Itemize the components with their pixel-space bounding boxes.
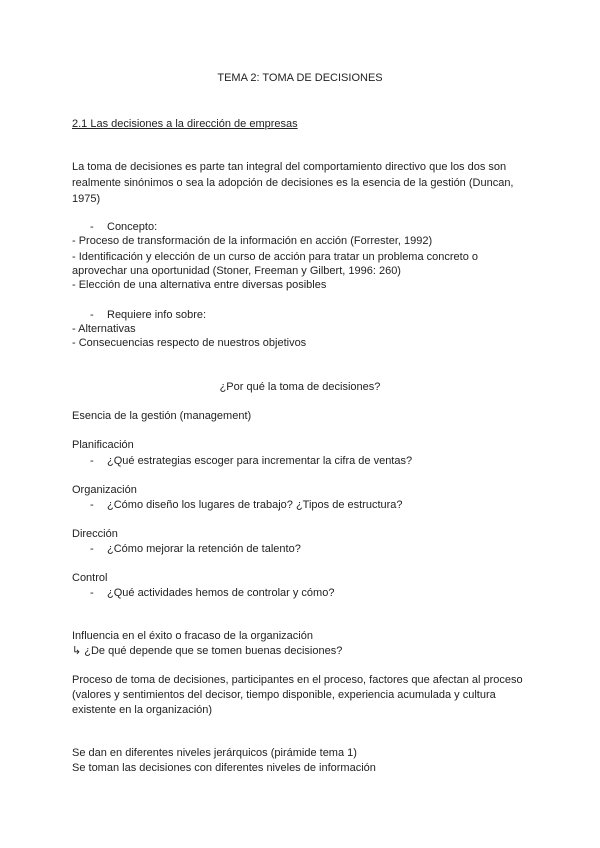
function-name: Control xyxy=(72,572,108,584)
levels-line: Se dan en diferentes niveles jerárquicos (pirámide tema 1) xyxy=(72,747,357,759)
function-name: Planificación xyxy=(72,439,134,451)
intro-line: 1975) xyxy=(72,193,101,205)
bullet-dash: - xyxy=(90,309,94,321)
levels-line: Se toman las decisiones con diferentes niveles de información xyxy=(72,762,376,774)
page-title: TEMA 2: TOMA DE DECISIONES xyxy=(217,72,383,84)
influence-line: Influencia en el éxito o fracaso de la organización xyxy=(72,630,313,642)
function-name: Organización xyxy=(72,484,137,496)
function-name: Dirección xyxy=(72,528,118,540)
concepto-label: Concepto: xyxy=(107,221,158,233)
process-line: Proceso de toma de decisiones, participantes en el proceso, factores que afectan al proceso xyxy=(72,674,523,686)
intro-line: La toma de decisiones es parte tan integral del comportamiento directivo que los dos son xyxy=(72,161,507,173)
requiere-line: - Alternativas xyxy=(72,323,136,335)
bullet-dash: - xyxy=(90,221,94,233)
process-line: existente en la organización) xyxy=(72,704,213,716)
concepto-line: - Elección de una alternativa entre diversas posibles xyxy=(72,279,327,291)
essence-line: Esencia de la gestión (management) xyxy=(72,410,252,422)
why-heading: ¿Por qué la toma de decisiones? xyxy=(219,381,381,393)
bullet-dash: - xyxy=(90,455,94,467)
concepto-line: - Proceso de transformación de la información en acción (Forrester, 1992) xyxy=(72,235,433,247)
concepto-line: - Identificación y elección de un curso de acción para tratar un problema concreto o xyxy=(72,251,479,263)
function-question: ¿Cómo mejorar la retención de talento? xyxy=(107,543,301,555)
function-question: ¿Qué actividades hemos de controlar y cómo? xyxy=(107,587,335,599)
bullet-dash: - xyxy=(90,543,94,555)
concepto-line: aprovechar una oportunidad (Stoner, Freeman y Gilbert, 1996: 260) xyxy=(72,265,401,277)
process-line: (valores y sentimientos del decisor, tiempo disponible, experiencia acumulada y cultura xyxy=(72,689,496,701)
function-question: ¿Cómo diseño los lugares de trabajo? ¿Tipos de estructura? xyxy=(107,499,403,511)
requiere-label: Requiere info sobre: xyxy=(107,309,207,321)
bullet-dash: - xyxy=(90,499,94,511)
bullet-dash: - xyxy=(90,587,94,599)
intro-line: realmente sinónimos o sea la adopción de decisiones es la esencia de la gestión (Duncan, xyxy=(72,177,514,189)
section-heading: 2.1 Las decisiones a la dirección de empresas xyxy=(72,118,298,130)
requiere-line: - Consecuencias respecto de nuestros objetivos xyxy=(72,337,307,349)
function-question: ¿Qué estrategias escoger para incrementar la cifra de ventas? xyxy=(107,455,413,467)
influence-question: ↳ ¿De qué depende que se tomen buenas decisiones? xyxy=(72,645,343,657)
